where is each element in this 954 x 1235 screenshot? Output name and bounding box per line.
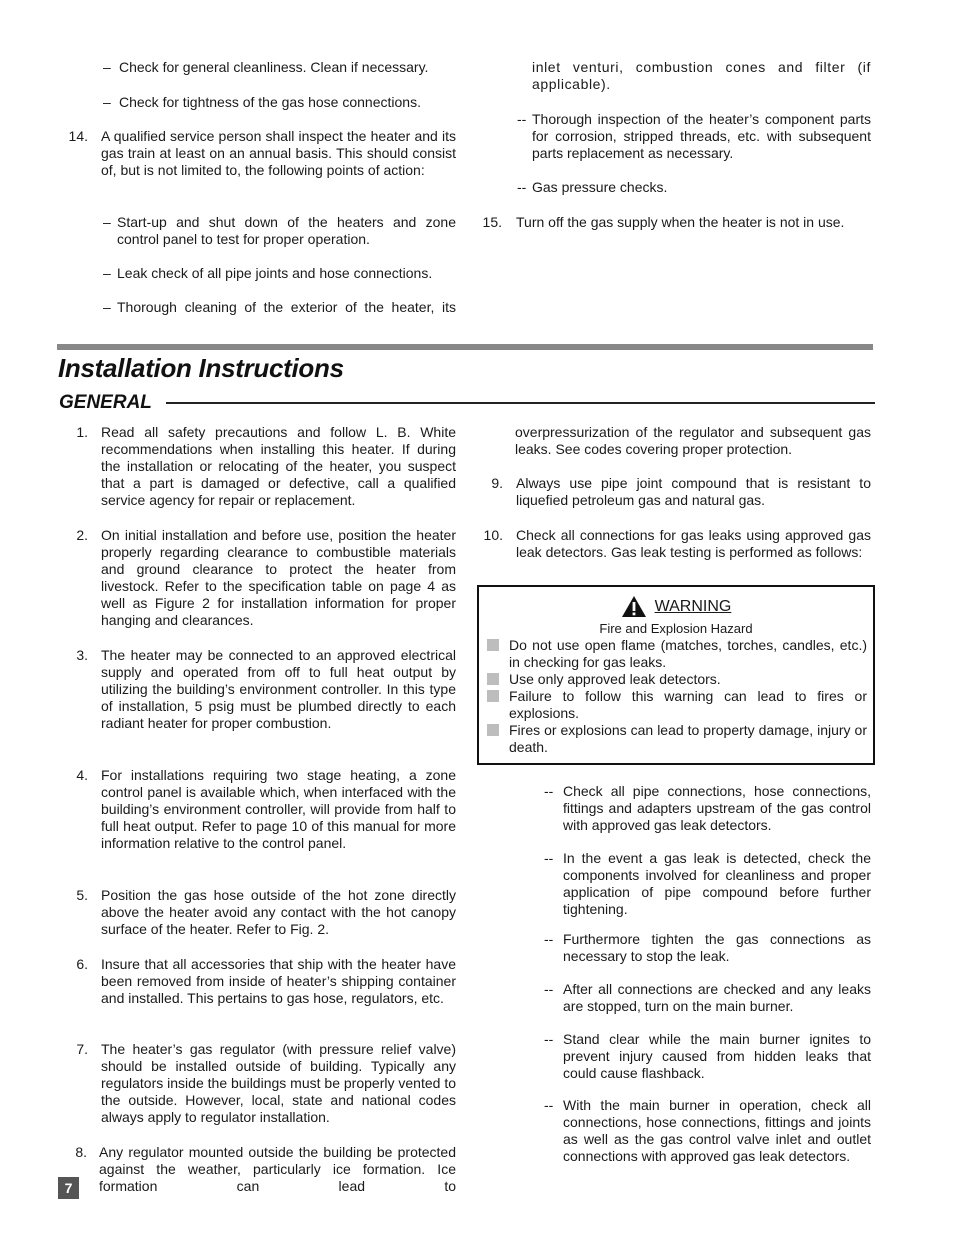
dash-marker: -- [544, 931, 554, 947]
dash-marker: -- [544, 783, 554, 799]
item-text: Turn off the gas supply when the heater is not in use. [516, 214, 845, 230]
leak-step [544, 1097, 871, 1165]
section-title: Installation Instructions [58, 353, 344, 383]
warning-subtitle: Fire and Explosion Hazard [599, 621, 753, 636]
item-text: For installations requiring two stage heating, a zone control panel is available which, when interfaced with the building’s environment controller, will provide from half to full heat output. Refer to page 10 of this manual for more information relative to the control panel. [101, 767, 456, 851]
dash-marker: -- [544, 981, 554, 997]
numbered-item-3 [60, 647, 456, 732]
leak-step-text: After all connections are checked and any leaks are stopped, turn on the main burner. [563, 981, 871, 1014]
warning-heading [479, 595, 873, 618]
list-item-text: Check for general cleanliness. Clean if necessary. [119, 59, 429, 75]
warning-item-text: Use only approved leak detectors. [509, 671, 721, 687]
item-number: 14. [68, 128, 88, 144]
dash-marker: – [103, 299, 111, 315]
list-item [517, 111, 871, 162]
item-number: 2. [76, 527, 88, 543]
dash-marker: – [103, 265, 111, 281]
item-text: Insure that all accessories that ship with the heater have been removed from inside of heater’s shipping container and installed. This pertains to gas hose, regulators, etc. [101, 956, 456, 1006]
leak-step [544, 1031, 871, 1082]
numbered-item-9 [478, 475, 871, 509]
continued-text: overpressurization of the regulator and subsequent gas leaks. See codes covering proper protection. [515, 424, 871, 457]
warning-item-text: Fires or explosions can lead to property damage, injury or death. [509, 722, 867, 755]
subtitle-rule [166, 402, 875, 404]
leak-step-text: With the main burner in operation, check all connections, hose connections, fittings and joints as well as the gas control valve inlet and outlet connections with approved gas leak detectors. [563, 1097, 871, 1164]
leak-step-text: Check all pipe connections, hose connections, fittings and adapters upstream of the gas control with approved gas leak detectors. [563, 783, 871, 833]
leak-step [544, 850, 871, 918]
section-divider [57, 344, 873, 350]
dash-marker: – [103, 94, 111, 110]
dash-marker: – [103, 214, 111, 230]
item-text: Read all safety precautions and follow L. B. White recommendations when installing this heater. If during the installation or relocating of the heater, you suspect that a part is damaged or defective, call a qualified service agency for repair or replacement. [101, 424, 456, 508]
list-item-text: Leak check of all pipe joints and hose connections. [117, 265, 433, 281]
page-number: 7 [58, 1177, 79, 1199]
item-number: 3. [76, 647, 88, 663]
item-number: 9. [491, 475, 503, 491]
list-item [103, 214, 456, 248]
dash-marker: -- [517, 111, 527, 127]
list-item-text: Thorough inspection of the heater’s component parts for corrosion, stripped threads, etc. with subsequent parts replacement as necessary. [532, 111, 871, 161]
numbered-item-5 [60, 887, 456, 938]
warning-title: WARNING [654, 598, 732, 615]
leak-step-text: Furthermore tighten the gas connections as necessary to stop the leak. [563, 931, 871, 964]
item-number: 4. [76, 767, 88, 783]
item-number: 10. [483, 527, 503, 543]
leak-step-text: Stand clear while the main burner ignites to prevent injury caused from hidden leaks that could cause flashback. [563, 1031, 871, 1081]
numbered-item-14 [62, 128, 456, 179]
numbered-item-1 [60, 424, 456, 509]
warning-triangle-icon [621, 595, 647, 618]
numbered-item-15 [478, 214, 871, 231]
item-number: 5. [76, 887, 88, 903]
numbered-item-10 [478, 527, 871, 561]
dash-marker: – [103, 59, 111, 75]
square-bullet-icon [487, 690, 499, 702]
numbered-item-6 [60, 956, 456, 1007]
warning-box [477, 585, 875, 765]
list-item [103, 299, 456, 316]
square-bullet-icon [487, 724, 499, 736]
numbered-item-8 [60, 1144, 456, 1195]
list-item [517, 179, 871, 196]
square-bullet-icon [487, 673, 499, 685]
list-item [103, 94, 458, 111]
item-number: 7. [76, 1041, 88, 1057]
warning-item [487, 671, 867, 688]
numbered-item-4 [60, 767, 456, 852]
item-text: Always use pipe joint compound that is resistant to liquefied petroleum gas and natural gas. [516, 475, 871, 508]
list-item [103, 265, 456, 282]
list-item-text: Start-up and shut down of the heaters and zone control panel to test for proper operation. [117, 214, 456, 247]
item-text: Check all connections for gas leaks using approved gas leak detectors. Gas leak testing is performed as follows: [516, 527, 871, 560]
numbered-item-2 [60, 527, 456, 629]
warning-item [487, 637, 867, 671]
item-text: A qualified service person shall inspect the heater and its gas train at least on an annual basis. This should consist of, but is not limited to, the following points of action: [101, 128, 456, 178]
dash-marker: -- [544, 1097, 554, 1113]
item-text: Any regulator mounted outside the building be protected against the weather, particularly ice formation. Ice formation can lead to [99, 1144, 456, 1194]
leak-step [544, 783, 871, 834]
list-item [103, 59, 458, 76]
list-item-text: Gas pressure checks. [532, 179, 668, 195]
leak-step [544, 931, 871, 965]
warning-item [487, 722, 867, 756]
item-text: The heater’s gas regulator (with pressure relief valve) should be installed outside of building. Typically any regulators inside the buildings must be properly vented to the outside. However, local, state and national codes always apply to regulator installation. [101, 1041, 456, 1125]
item-text: Position the gas hose outside of the hot zone directly above the heater avoid any contact with the hot canopy surface of the heater. Refer to Fig. 2. [101, 887, 456, 937]
numbered-item-7 [60, 1041, 456, 1126]
dash-marker: -- [517, 179, 527, 195]
square-bullet-icon [487, 639, 499, 651]
item-number: 8. [75, 1144, 87, 1160]
warning-item-text: Failure to follow this warning can lead to fires or explosions. [509, 688, 867, 721]
item-number: 15. [482, 214, 502, 230]
item-text: On initial installation and before use, position the heater properly regarding clearance to combustible materials and ground clearance to protect the heater from livestock. Refer to the specification table on page 4 as well as Figure 2 for installation information for proper hanging and clearances. [101, 527, 456, 628]
dash-marker: -- [544, 1031, 554, 1047]
warning-item [487, 688, 867, 722]
leak-step [544, 981, 871, 1015]
item-text: The heater may be connected to an approved electrical supply and operated from off to full heat output by utilizing the building’s environment controller. In this type of installation, 5 psig must be plumbed directly to each radiant heater for proper combustion. [101, 647, 456, 731]
continued-text: inlet venturi, combustion cones and filter (if applicable). [532, 59, 871, 92]
list-item-text: Check for tightness of the gas hose connections. [119, 94, 421, 110]
dash-marker: -- [544, 850, 554, 866]
item-number: 1. [76, 424, 88, 440]
section-subtitle: GENERAL [59, 392, 152, 413]
warning-item-text: Do not use open flame (matches, torches, candles, etc.) in checking for gas leaks. [509, 637, 867, 670]
item-number: 6. [76, 956, 88, 972]
leak-step-text: In the event a gas leak is detected, check the components involved for cleanliness and proper application of pipe compound before further tightening. [563, 850, 871, 917]
list-item-text: Thorough cleaning of the exterior of the heater, its [117, 299, 456, 315]
